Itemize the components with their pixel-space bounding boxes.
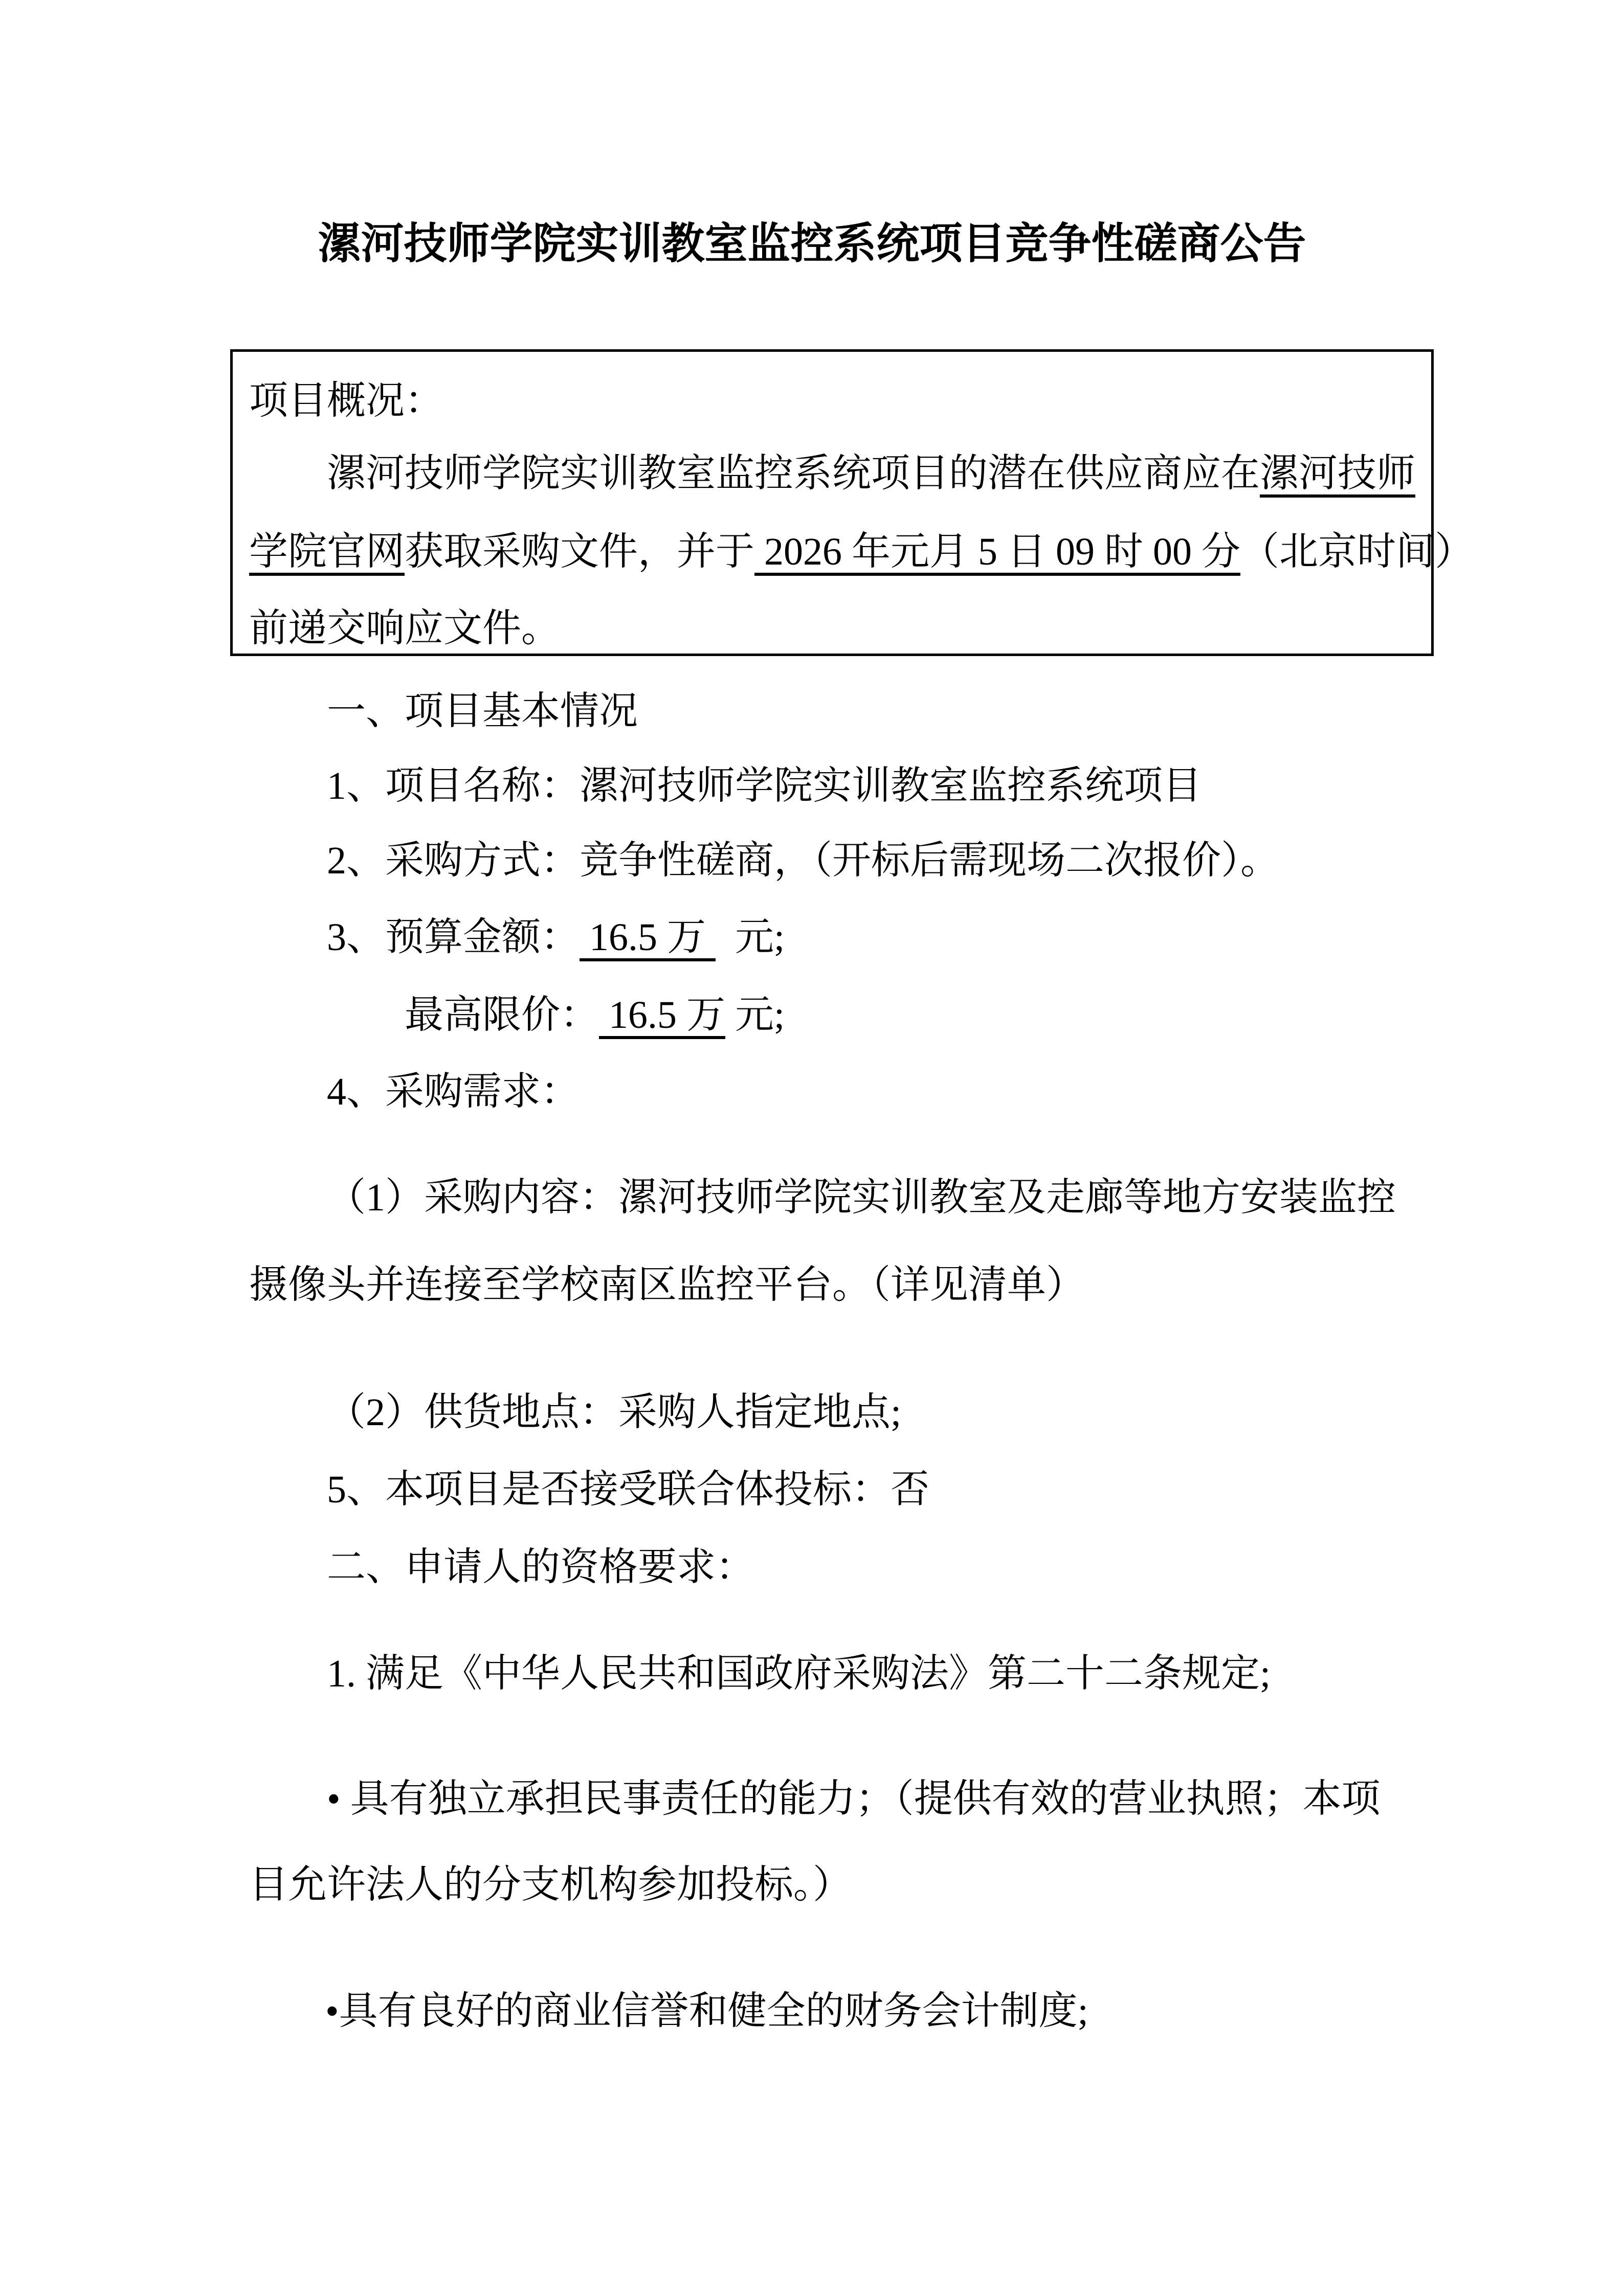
- overview-heading: 项目概况：: [249, 379, 443, 422]
- item-consortium-bidding: 5、本项目是否接受联合体投标：否: [327, 1468, 929, 1511]
- qualification-bullet-business-reputation: •具有良好的商业信誉和健全的财务会计制度;: [325, 1990, 1088, 2033]
- requirement-content-line-2: 摄像头并连接至学校南区监控平台。（详见清单）: [249, 1264, 1085, 1307]
- requirement-delivery-place: （2）供货地点：采购人指定地点;: [327, 1391, 902, 1434]
- section1-heading: 一、项目基本情况: [327, 690, 638, 733]
- overview-line-2-underlined-site: 学院官网: [249, 530, 405, 573]
- overview-line-2-underlined-deadline: 2026 年元月 5 日 09 时 00 分: [754, 530, 1240, 573]
- budget-unit: 元;: [716, 916, 785, 959]
- overview-line-2-text-end: （北京时间）: [1240, 530, 1474, 573]
- item-procurement-requirements: 4、采购需求：: [327, 1070, 580, 1113]
- overview-line-1-underlined: 漯河技师: [1260, 452, 1415, 495]
- budget-value: 16.5 万: [580, 916, 716, 959]
- overview-line-2: [249, 529, 1474, 575]
- item-max-price: [405, 992, 785, 1038]
- qualification-law-clause: 1. 满足《中华人民共和国政府采购法》第二十二条规定;: [327, 1652, 1271, 1695]
- document-title: 漯河技师学院实训教室监控系统项目竞争性磋商公告: [318, 219, 1306, 267]
- overview-line-3: 前递交响应文件。: [249, 607, 560, 650]
- qualification-bullet-civil-liability-line-1: • 具有独立承担民事责任的能力；（提供有效的营业执照；本项: [327, 1777, 1381, 1820]
- qualification-bullet-civil-liability-line-2: 目允许法人的分支机构参加投标。）: [249, 1863, 852, 1906]
- max-price-value: 16.5 万: [599, 994, 725, 1037]
- requirement-content-line-1: （1）采购内容：漯河技师学院实训教室及走廊等地方安装监控: [327, 1176, 1396, 1219]
- max-price-label: 最高限价：: [405, 994, 599, 1037]
- item-procurement-method: 2、采购方式：竞争性磋商，（开标后需现场二次报价）。: [327, 839, 1279, 882]
- budget-label: 3、预算金额：: [327, 916, 580, 959]
- overview-line-1-text: 漯河技师学院实训教室监控系统项目的潜在供应商应在: [327, 452, 1260, 495]
- max-price-unit: 元;: [725, 994, 785, 1037]
- overview-line-1: [327, 451, 1415, 497]
- item-budget: [327, 914, 785, 960]
- item-project-name: 1、项目名称：漯河技师学院实训教室监控系统项目: [327, 764, 1202, 807]
- overview-line-2-text: 获取采购文件，并于: [405, 530, 754, 573]
- section2-heading: 二、申请人的资格要求：: [327, 1546, 754, 1589]
